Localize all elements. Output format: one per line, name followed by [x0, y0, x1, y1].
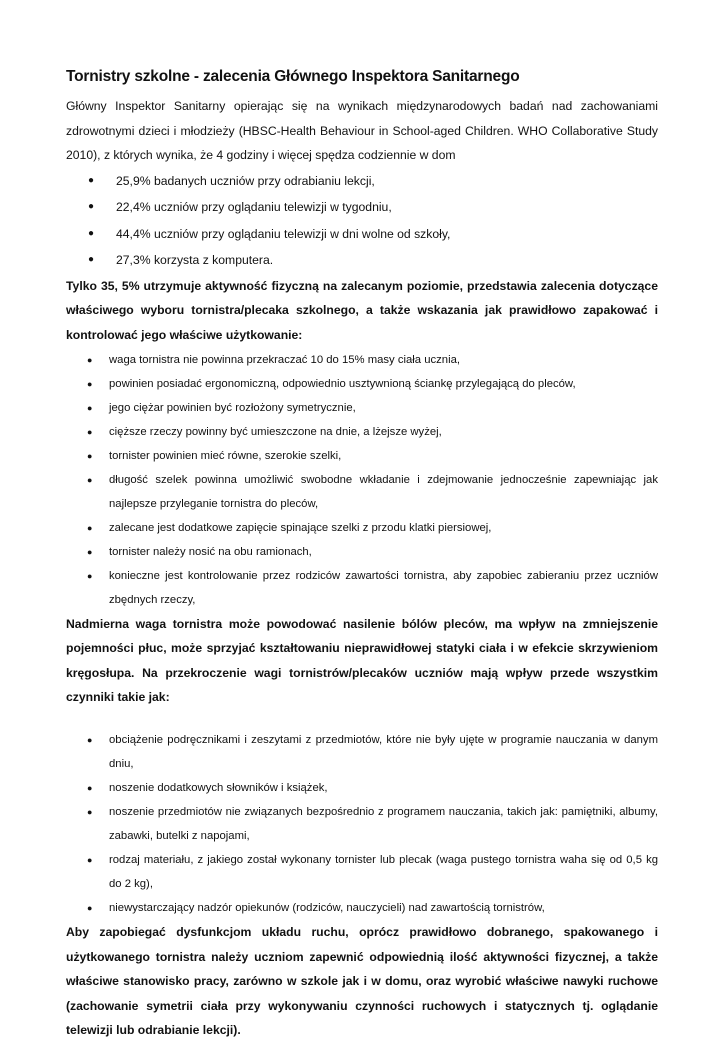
list-item: ● waga tornistra nie powinna przekraczać 10 do 15% masy ciała ucznia,: [66, 348, 658, 372]
bullet-icon: ●: [87, 354, 93, 365]
statistics-list: [66, 168, 658, 274]
list-item: ● 27,3% korzysta z komputera.: [66, 247, 658, 274]
list-item: ● 22,4% uczniów przy oglądaniu telewizji w tygodniu,: [66, 194, 658, 221]
list-item: ● cięższe rzeczy powinny być umieszczone na dnie, a lżejsze wyżej,: [66, 420, 658, 444]
bullet-icon: ●: [87, 546, 93, 557]
spacer: [66, 710, 658, 728]
list-item: ● niewystarczający nadzór opiekunów (rodziców, nauczycieli) nad zawartością tornistrów,: [66, 896, 658, 920]
bullet-icon: ●: [87, 806, 93, 817]
bullet-icon: ●: [88, 227, 95, 239]
intro-paragraph: Główny Inspektor Sanitarny opierając się na wynikach międzynarodowych badań nad zachowaniami zdrowotnymi dzieci i młodzieży (HBSC-Health Behaviour in School-aged Children. WHO Collaborative Study 2010), z których wynika, że 4 godziny i więcej spędza codziennie w dom: [66, 99, 658, 163]
bullet-icon: ●: [88, 254, 95, 266]
list-item: ● tornister powinien mieć równe, szerokie szelki,: [66, 444, 658, 468]
document-page: [66, 66, 658, 1043]
conclusion-paragraph: Aby zapobiegać dysfunkcjom układu ruchu, oprócz prawidłowo dobranego, spakowanego i użytkowanego tornistra należy uczniom zapewnić odpowiednią ilość aktywności fizycznej, a także właściwe stanowisko pracy, zarówno w szkole jak i w domu, oraz wyrobić właściwe nawyki ruchowe (zachowanie symetrii ciała przy wykonywaniu czynności ruchowych i statycznych tj. oglądanie telewizji lub odrabianie lekcji).: [66, 924, 658, 1038]
bullet-icon: ●: [87, 902, 93, 913]
bullet-icon: ●: [87, 402, 93, 413]
recommendations-list: [66, 348, 658, 612]
factors-intro: Nadmierna waga tornistra może powodować nasilenie bólów pleców, ma wpływ na zmniejszenie pojemności płuc, może sprzyjać kształtowaniu nieprawidłowej statyki ciała i w efekcie skrzywieniom kręgosłupa. Na przekroczenie wagi tornistrów/plecaków uczniów mają wpływ przede wszystkim czynniki takie jak:: [66, 616, 658, 705]
list-item: ● długość szelek powinna umożliwić swobodne wkładanie i zdejmowanie jednocześnie zapewniając jak najlepsze przyleganie tornistra do pleców,: [66, 468, 658, 516]
list-item: ● tornister należy nosić na obu ramionach,: [66, 540, 658, 564]
list-item: ● 44,4% uczniów przy oglądaniu telewizji w dni wolne od szkoły,: [66, 221, 658, 248]
bullet-icon: ●: [87, 426, 93, 437]
bullet-icon: ●: [87, 474, 93, 485]
list-item: ● noszenie dodatkowych słowników i książek,: [66, 776, 658, 800]
recommendations-intro: Tylko 35, 5% utrzymuje aktywność fizyczną na zalecanym poziomie, przedstawia zalecenia dotyczące właściwego wyboru tornistra/plecaka szkolnego, a także wskazania jak prawidłowo zapakować i kontrolować jego właściwe użytkowanie:: [66, 278, 658, 342]
page-title: Tornistry szkolne - zalecenia Głównego Inspektora Sanitarnego: [66, 68, 520, 85]
list-item: ● powinien posiadać ergonomiczną, odpowiednio usztywnioną ściankę przylegającą do pleców,: [66, 372, 658, 396]
list-item: ● obciążenie podręcznikami i zeszytami z przedmiotów, które nie były ujęte w programie nauczania w danym dniu,: [66, 728, 658, 776]
bullet-icon: ●: [87, 378, 93, 389]
bullet-icon: ●: [88, 174, 95, 186]
list-item: ● 25,9% badanych uczniów przy odrabianiu lekcji,: [66, 168, 658, 195]
bullet-icon: ●: [87, 782, 93, 793]
bullet-icon: ●: [87, 854, 93, 865]
bullet-icon: ●: [87, 570, 93, 581]
bullet-icon: ●: [87, 450, 93, 461]
list-item: ● zalecane jest dodatkowe zapięcie spinające szelki z przodu klatki piersiowej,: [66, 516, 658, 540]
list-item: ● konieczne jest kontrolowanie przez rodziców zawartości tornistra, aby zapobiec zabieraniu przez uczniów zbędnych rzeczy,: [66, 564, 658, 612]
bullet-icon: ●: [87, 734, 93, 745]
list-item: ● rodzaj materiału, z jakiego został wykonany tornister lub plecak (waga pustego tornistra waha się od 0,5 kg do 2 kg),: [66, 848, 658, 896]
bullet-icon: ●: [88, 201, 95, 213]
factors-list: [66, 728, 658, 920]
bullet-icon: ●: [87, 522, 93, 533]
list-item: ● noszenie przedmiotów nie związanych bezpośrednio z programem nauczania, takich jak: pamiętniki, albumy, zabawki, butelki z napojami,: [66, 800, 658, 848]
list-item: ● jego ciężar powinien być rozłożony symetrycznie,: [66, 396, 658, 420]
